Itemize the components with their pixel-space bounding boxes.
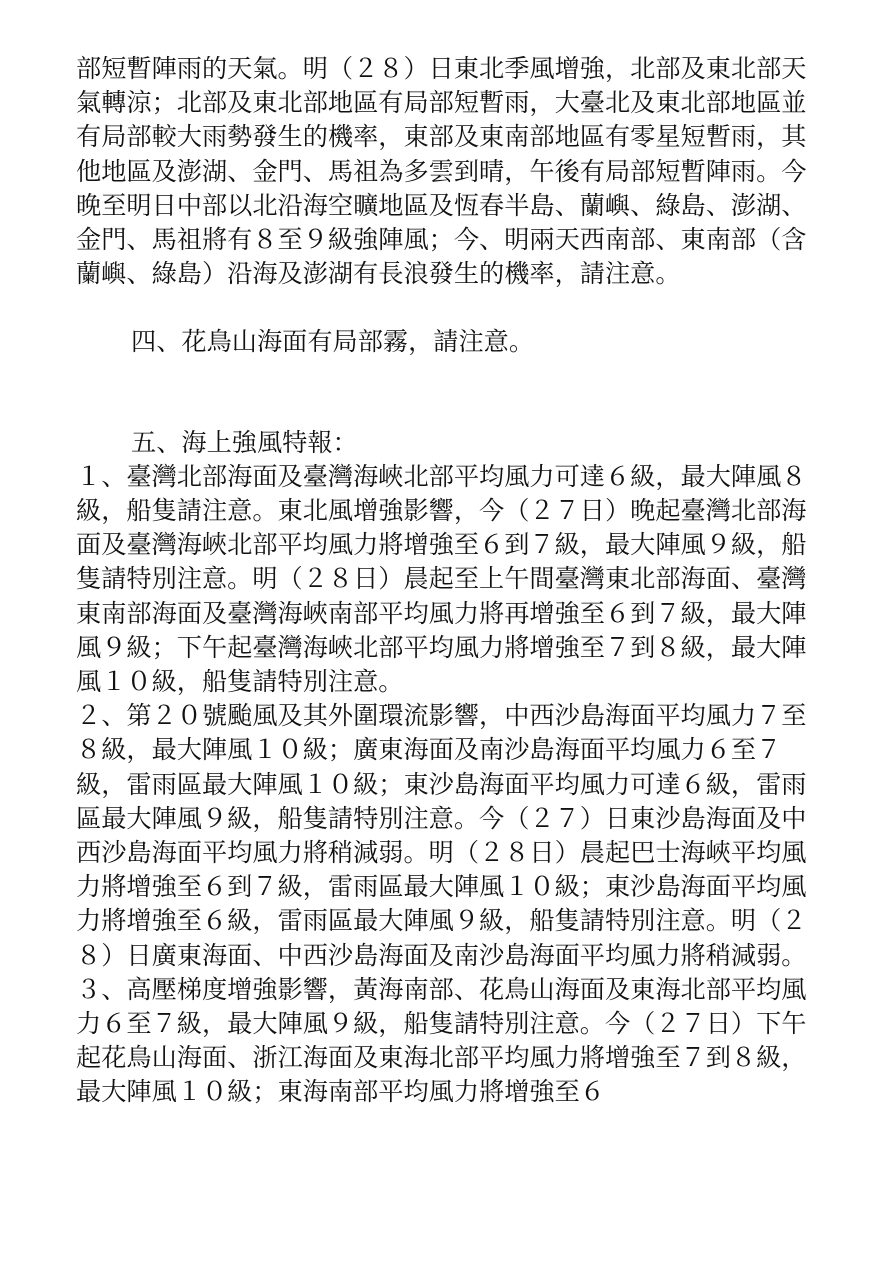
document-page [76,52,816,1110]
gale-warning-item-3: ３、高壓梯度增強影響，黃海南部、花鳥山海面及東海北部平均風力６至７級，最大陣風９級，船隻請特別注意。今（２７日）下午起花鳥山海面、浙江海面及東海北部平均風力將增強至７到８級，最大陣風１０級；東海南部平均風力將增強至６ [76,974,807,1107]
section-5-heading: 五、海上強風特報： [131,427,358,457]
section-4-fog-notice: 四、花鳥山海面有局部霧，請注意。 [131,327,534,357]
gale-warning-item-2: ２、第２０號颱風及其外圍環流影響，中西沙島海面平均風力７至８級，最大陣風１０級；廣東海面及南沙島海面平均風力６至７級，雷雨區最大陣風１０級；東沙島海面平均風力可達６級，雷雨區最大陣風９級，船隻請特別注意。今（２７）日東沙島海面及中西沙島海面平均風力將稍減弱。明（２８日）晨起巴士海峽平均風力將增強至６到７級，雷雨區最大陣風１０級；東沙島海面平均風力將增強至６級，雷雨區最大陣風９級，船隻請特別注意。明（２８）日廣東海面、中西沙島海面及南沙島海面平均風力將稍減弱。 [76,701,807,970]
gale-warning-item-1: １、臺灣北部海面及臺灣海峽北部平均風力可達６級，最大陣風８級，船隻請注意。東北風增強影響，今（２７日）晚起臺灣北部海面及臺灣海峽北部平均風力將增強至６到７級，最大陣風９級，船隻請特別注意。明（２８日）晨起至上午間臺灣東北部海面、臺灣東南部海面及臺灣海峽南部平均風力將再增強至６到７級，最大陣風９級；下午起臺灣海峽北部平均風力將增強至７到８級，最大陣風１０級，船隻請特別注意。 [76,461,807,697]
weather-forecast-paragraph: 部短暫陣雨的天氣。明（２８）日東北季風增強，北部及東北部天氣轉涼；北部及東北部地區有局部短暫雨，大臺北及東北部地區並有局部較大雨勢發生的機率，東部及東南部地區有零星短暫雨，其他地區及澎湖、金門、馬祖為多雲到晴，午後有局部短暫陣雨。今晚至明日中部以北沿海空曠地區及恆春半島、蘭嶼、綠島、澎湖、金門、馬祖將有８至９級強陣風；今、明兩天西南部、東南部（含蘭嶼、綠島）沿海及澎湖有長浪發生的機率，請注意。 [76,54,807,289]
